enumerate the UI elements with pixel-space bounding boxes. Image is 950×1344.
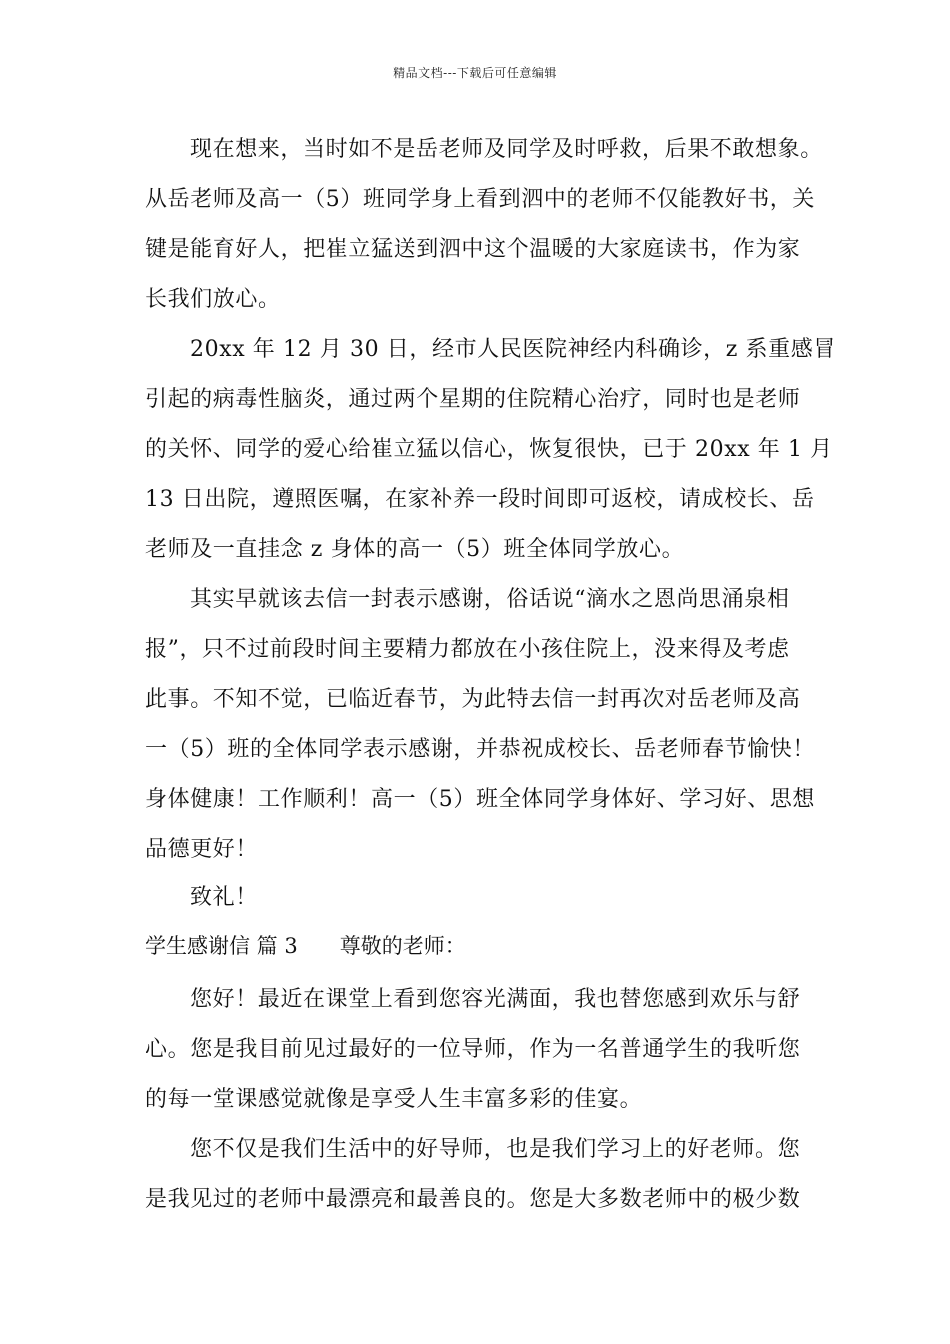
paragraph-line: 品德更好！ [145, 837, 259, 862]
paragraph-line: 13 日出院，遵照医嘱，在家补养一段时间即可返校，请成校长、岳 [145, 487, 815, 512]
paragraph-line: 引起的病毒性脑炎，通过两个星期的住院精心治疗，同时也是老师 [145, 387, 801, 412]
paragraph-line: 长我们放心。 [145, 287, 281, 312]
paragraph-line: 您好！最近在课堂上看到您容光满面，我也替您感到欢乐与舒 [190, 987, 801, 1012]
closing-line: 致礼！ [190, 885, 258, 910]
paragraph-line: 此事。不知不觉，已临近春节，为此特去信一封再次对岳老师及高 [145, 687, 801, 712]
paragraph-line: 20xx 年 12 月 30 日，经市人民医院神经内科确诊，z 系重感冒 [190, 337, 836, 362]
page-header: 精品文档---下载后可任意编辑 [393, 66, 557, 80]
section-title: 学生感谢信 篇 3 [145, 934, 298, 958]
paragraph-line: 的每一堂课感觉就像是享受人生丰富多彩的佳宴。 [145, 1087, 643, 1112]
paragraph-line: 键是能育好人，把崔立猛送到泗中这个温暖的大家庭读书，作为家 [145, 237, 801, 262]
paragraph-line: 其实早就该去信一封表示感谢，俗话说“滴水之恩尚思涌泉相 [190, 587, 790, 612]
paragraph-line: 一（5）班的全体同学表示感谢，并恭祝成校长、岳老师春节愉快！ [145, 737, 815, 762]
paragraph-line: 从岳老师及高一（5）班同学身上看到泗中的老师不仅能教好书，关 [145, 187, 815, 212]
paragraph-line: 报”，只不过前段时间主要精力都放在小孩住院上，没来得及考虑 [145, 637, 790, 662]
paragraph-line: 您不仅是我们生活中的好导师，也是我们学习上的好老师。您 [190, 1137, 801, 1162]
paragraph-line: 心。您是我目前见过最好的一位导师，作为一名普通学生的我听您 [145, 1037, 801, 1062]
paragraph-line: 现在想来，当时如不是岳老师及同学及时呼救，后果不敢想象。 [190, 137, 823, 162]
salutation: 尊敬的老师： [339, 934, 466, 958]
paragraph-line: 是我见过的老师中最漂亮和最善良的。您是大多数老师中的极少数 [145, 1187, 801, 1212]
paragraph-line: 老师及一直挂念 z 身体的高一（5）班全体同学放心。 [145, 537, 685, 562]
paragraph-line: 的关怀、同学的爱心给崔立猛以信心，恢复很快，已于 20xx 年 1 月 [145, 437, 833, 462]
paragraph-line: 身体健康！工作顺利！高一（5）班全体同学身体好、学习好、思想 [145, 787, 815, 812]
section-heading [145, 931, 466, 961]
